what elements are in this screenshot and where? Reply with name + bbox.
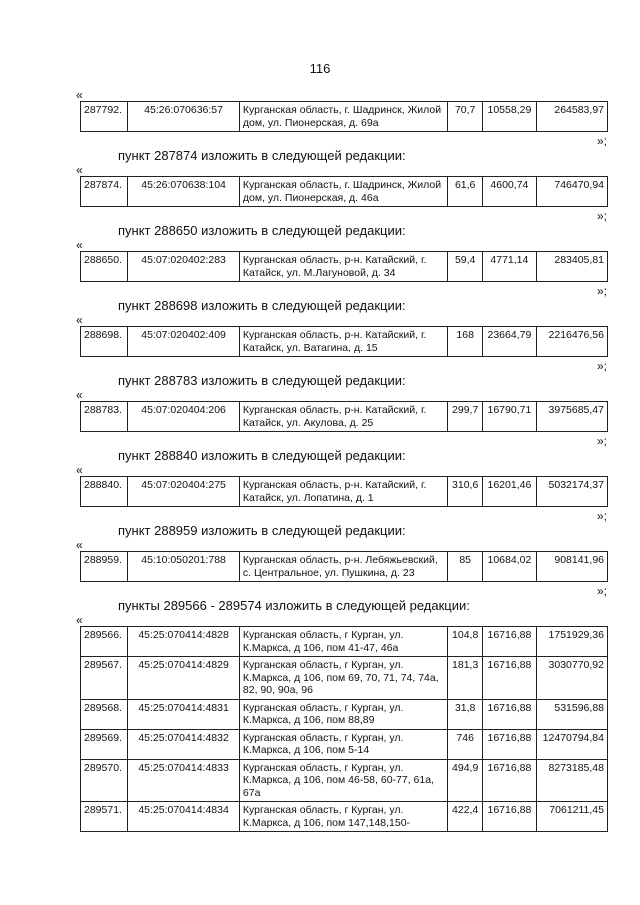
row-number: 288783. [81, 402, 128, 432]
cadastral-number: 45:07:020402:409 [128, 327, 240, 357]
table-row [81, 177, 608, 207]
closing-quote: »; [597, 134, 608, 148]
row-number: 288698. [81, 327, 128, 357]
cadastral-number: 45:07:020402:283 [128, 252, 240, 282]
row-number: 289567. [81, 657, 128, 700]
opening-quote: « [76, 88, 83, 102]
table-row [81, 699, 608, 729]
total-value: 908141,96 [536, 552, 607, 582]
closing-quote: »; [597, 359, 608, 373]
area: 61,6 [448, 177, 483, 207]
address: Курганская область, р-н. Катайский, г. Катайск, ул. Акулова, д. 25 [239, 402, 447, 432]
cadastral-number: 45:25:070414:4828 [128, 627, 240, 657]
cadastral-number: 45:07:020404:206 [128, 402, 240, 432]
row-number: 289568. [81, 699, 128, 729]
table-row [81, 729, 608, 759]
cadastral-number: 45:25:070414:4829 [128, 657, 240, 700]
instruction-text: пункт 287874 изложить в следующей редакции: [118, 148, 406, 163]
address: Курганская область, г. Шадринск, Жилой дом, ул. Пионерская, д. 69а [239, 102, 447, 132]
row-number: 289570. [81, 759, 128, 802]
unit-price: 16716,88 [483, 627, 536, 657]
opening-quote: « [76, 388, 83, 402]
cadastral-number: 45:26:070638:104 [128, 177, 240, 207]
table-row [81, 477, 608, 507]
area: 59,4 [448, 252, 483, 282]
cadastral-number: 45:25:070414:4831 [128, 699, 240, 729]
record-table [80, 551, 608, 582]
unit-price: 16716,88 [483, 699, 536, 729]
closing-quote: »; [597, 509, 608, 523]
address: Курганская область, г. Шадринск, Жилой дом, ул. Пионерская, д. 46а [239, 177, 447, 207]
cadastral-number: 45:26:070636:57 [128, 102, 240, 132]
address: Курганская область, г Курган, ул. К.Маркса, д 106, пом 88,89 [239, 699, 447, 729]
area: 494,9 [448, 759, 483, 802]
total-value: 12470794,84 [536, 729, 607, 759]
area: 168 [448, 327, 483, 357]
opening-quote: « [76, 538, 83, 552]
total-value: 283405,81 [536, 252, 607, 282]
unit-price: 4600,74 [483, 177, 536, 207]
table-row [81, 759, 608, 802]
row-number: 288959. [81, 552, 128, 582]
instruction-text: пункт 288650 изложить в следующей редакции: [118, 223, 406, 238]
address: Курганская область, г Курган, ул. К.Маркса, д 106, пом 147,148,150- [239, 802, 447, 832]
address: Курганская область, р-н. Катайский, г. Катайск, ул. Ватагина, д. 15 [239, 327, 447, 357]
cadastral-number: 45:25:070414:4834 [128, 802, 240, 832]
unit-price: 16790,71 [483, 402, 536, 432]
instruction-text: пункт 288840 изложить в следующей редакции: [118, 448, 406, 463]
closing-quote: »; [597, 434, 608, 448]
address: Курганская область, р-н. Лебяжьевский, с. Центральное, ул. Пушкина, д. 23 [239, 552, 447, 582]
table-row [81, 402, 608, 432]
closing-quote: »; [597, 584, 608, 598]
table-row [81, 802, 608, 832]
unit-price: 10684,02 [483, 552, 536, 582]
area: 181,3 [448, 657, 483, 700]
instruction-text: пункт 288698 изложить в следующей редакции: [118, 298, 406, 313]
opening-quote: « [76, 163, 83, 177]
area: 422,4 [448, 802, 483, 832]
unit-price: 16716,88 [483, 802, 536, 832]
total-value: 8273185,48 [536, 759, 607, 802]
page-number: 116 [309, 61, 331, 76]
opening-quote: « [76, 313, 83, 327]
address: Курганская область, г Курган, ул. К.Маркса, д 106, пом 69, 70, 71, 74, 74а, 82, 90, 90а, 96 [239, 657, 447, 700]
row-number: 289569. [81, 729, 128, 759]
area: 85 [448, 552, 483, 582]
total-value: 2216476,56 [536, 327, 607, 357]
cadastral-number: 45:10:050201:788 [128, 552, 240, 582]
unit-price: 10558,29 [483, 102, 536, 132]
area: 31,8 [448, 699, 483, 729]
area: 299,7 [448, 402, 483, 432]
record-table [80, 401, 608, 432]
table-row [81, 627, 608, 657]
table-row [81, 252, 608, 282]
record-table [80, 101, 608, 132]
address: Курганская область, г Курган, ул. К.Маркса, д 106, пом 5-14 [239, 729, 447, 759]
instruction-text: пункт 288959 изложить в следующей редакции: [118, 523, 406, 538]
row-number: 289566. [81, 627, 128, 657]
record-table [80, 476, 608, 507]
closing-quote: »; [597, 284, 608, 298]
row-number: 287874. [81, 177, 128, 207]
record-table [80, 176, 608, 207]
total-value: 3975685,47 [536, 402, 607, 432]
area: 104,8 [448, 627, 483, 657]
area: 746 [448, 729, 483, 759]
cadastral-number: 45:07:020404:275 [128, 477, 240, 507]
total-value: 3030770,92 [536, 657, 607, 700]
row-number: 288840. [81, 477, 128, 507]
cadastral-number: 45:25:070414:4833 [128, 759, 240, 802]
record-table [80, 326, 608, 357]
row-number: 289571. [81, 802, 128, 832]
address: Курганская область, р-н. Катайский, г. Катайск, ул. М.Лагуновой, д. 34 [239, 252, 447, 282]
opening-quote: « [76, 238, 83, 252]
row-number: 288650. [81, 252, 128, 282]
unit-price: 16201,46 [483, 477, 536, 507]
table-row [81, 327, 608, 357]
area: 70,7 [448, 102, 483, 132]
total-value: 264583,97 [536, 102, 607, 132]
closing-quote: »; [597, 209, 608, 223]
address: Курганская область, г Курган, ул. К.Маркса, д 106, пом 46-58, 60-77, 61а, 67а [239, 759, 447, 802]
total-value: 1751929,36 [536, 627, 607, 657]
unit-price: 23664,79 [483, 327, 536, 357]
address: Курганская область, г Курган, ул. К.Маркса, д 106, пом 41-47, 46а [239, 627, 447, 657]
unit-price: 4771,14 [483, 252, 536, 282]
table-row [81, 102, 608, 132]
total-value: 531596,88 [536, 699, 607, 729]
row-number: 287792. [81, 102, 128, 132]
unit-price: 16716,88 [483, 759, 536, 802]
unit-price: 16716,88 [483, 729, 536, 759]
area: 310,6 [448, 477, 483, 507]
table-row [81, 552, 608, 582]
instruction-text: пункт 288783 изложить в следующей редакции: [118, 373, 406, 388]
table-row [81, 657, 608, 700]
total-value: 5032174,37 [536, 477, 607, 507]
total-value: 746470,94 [536, 177, 607, 207]
record-table [80, 626, 608, 832]
opening-quote: « [76, 613, 83, 627]
cadastral-number: 45:25:070414:4832 [128, 729, 240, 759]
opening-quote: « [76, 463, 83, 477]
total-value: 7061211,45 [536, 802, 607, 832]
address: Курганская область, р-н. Катайский, г. Катайск, ул. Лопатина, д. 1 [239, 477, 447, 507]
record-table [80, 251, 608, 282]
unit-price: 16716,88 [483, 657, 536, 700]
instruction-text: пункты 289566 - 289574 изложить в следующей редакции: [118, 598, 470, 613]
